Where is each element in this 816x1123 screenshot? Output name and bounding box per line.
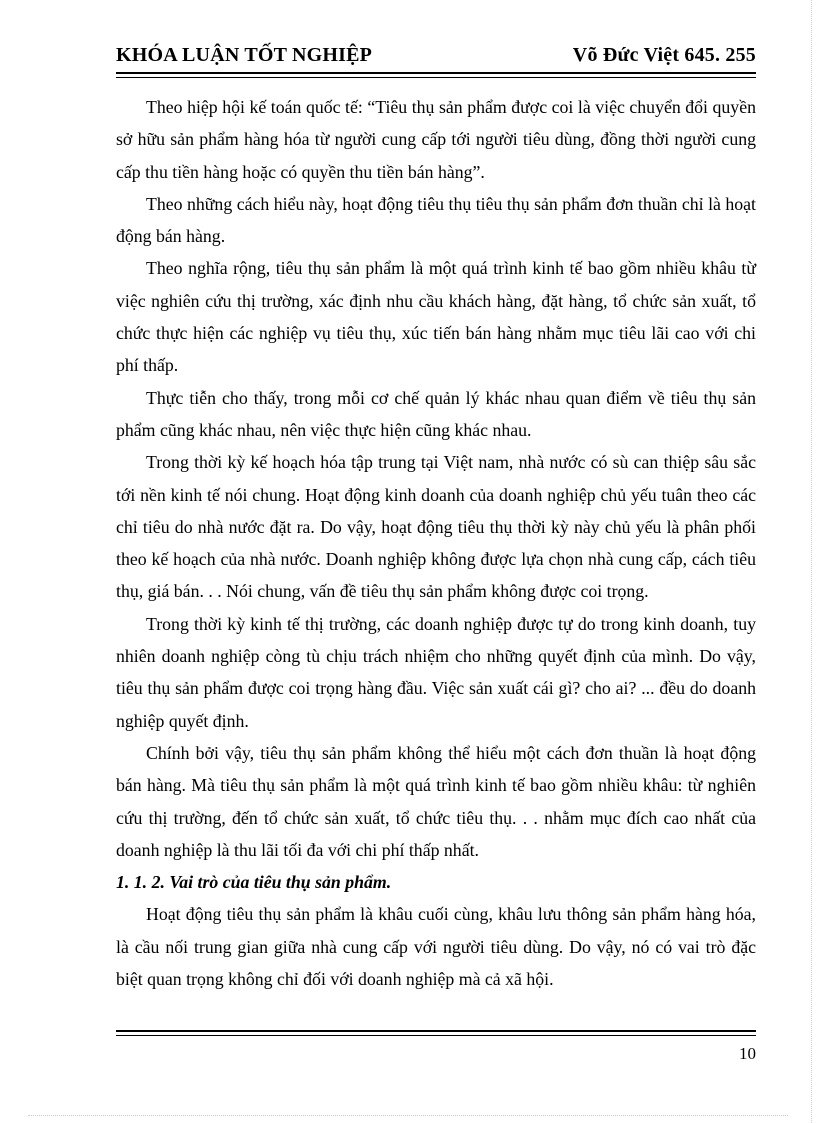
document-body bbox=[116, 91, 756, 995]
paragraph: Chính bởi vậy, tiêu thụ sản phẩm không thể hiểu một cách đơn thuần là hoạt động bán hàng. Mà tiêu thụ sản phẩm là một quá trình kinh tế bao gồm nhiều khâu: từ nghiên cứu thị trường, đến tổ chức sản xuất, tổ chức tiêu thụ. . . nhằm mục đích cao nhất của doanh nghiệp là thu lãi tối đa với chi phí thấp nhất. bbox=[116, 742, 756, 860]
paragraph: Hoạt động tiêu thụ sản phẩm là khâu cuối cùng, khâu lưu thông sản phẩm hàng hóa, là cầu nối trung gian giữa nhà cung cấp với người tiêu dùng. Do vậy, nó có vai trò đặc biệt quan trọng không chỉ đối với doanh nghiệp mà cả xã hội. bbox=[116, 904, 756, 990]
paragraph: Thực tiễn cho thấy, trong mỗi cơ chế quản lý khác nhau quan điểm về tiêu thụ sản phẩm cũng khác nhau, nên việc thực hiện cũng khác nhau. bbox=[116, 387, 756, 440]
section-heading: 1. 1. 2. Vai trò của tiêu thụ sản phẩm. bbox=[116, 872, 392, 893]
paragraph: Trong thời kỳ kinh tế thị trường, các doanh nghiệp được tự do trong kinh doanh, tuy nhiên doanh nghiệp còng tù chịu trách nhiệm cho những quyết định của mình. Do vậy, tiêu thụ sản phẩm được coi trọng hàng đầu. Việc sản xuất cái gì? cho ai? ... đều do doanh nghiệp quyết định. bbox=[116, 613, 756, 731]
running-header bbox=[116, 40, 756, 70]
page-edge-dotted-bottom bbox=[28, 1115, 788, 1116]
header-author: Võ Đức Việt 645. 255 bbox=[572, 44, 756, 66]
header-title: KHÓA LUẬN TỐT NGHIỆP bbox=[116, 44, 373, 66]
page-edge-dotted-right bbox=[811, 0, 812, 1123]
paragraph: Theo nghĩa rộng, tiêu thụ sản phẩm là một quá trình kinh tế bao gồm nhiều khâu từ việc nghiên cứu thị trường, xác định nhu cầu khách hàng, đặt hàng, tổ chức sản xuất, tổ chức thực hiện các nghiệp vụ tiêu thụ, xúc tiến bán hàng nhằm mục tiêu lãi cao với chi phí thấp. bbox=[116, 258, 756, 376]
paragraph: Trong thời kỳ kế hoạch hóa tập trung tại Việt nam, nhà nước có sù can thiệp sâu sắc tới nền kinh tế nói chung. Hoạt động kinh doanh của doanh nghiệp chủ yếu tuân theo các chỉ tiêu do nhà nước đặt ra. Do vậy, hoạt động tiêu thụ thời kỳ này chủ yếu là phân phối theo kế hoạch của nhà nước. Doanh nghiệp không được lựa chọn nhà cung cấp, cách tiêu thụ, giá bán. . . Nói chung, vấn đề tiêu thụ sản phẩm không được coi trọng. bbox=[116, 452, 756, 602]
document-page bbox=[116, 40, 756, 995]
page-number: 10 bbox=[739, 1044, 756, 1063]
paragraph: Theo những cách hiểu này, hoạt động tiêu thụ tiêu thụ sản phẩm đơn thuần chỉ là hoạt động bán hàng. bbox=[116, 193, 756, 247]
header-rule bbox=[116, 72, 756, 78]
footer-rule bbox=[116, 1030, 756, 1036]
paragraph: Theo hiệp hội kế toán quốc tế: “Tiêu thụ sản phẩm được coi là việc chuyển đổi quyền sở hữu sản phẩm hàng hóa từ người cung cấp tới người tiêu dùng, đồng thời người cung cấp thu tiền hàng hoặc có quyền thu tiền bán hàng”. bbox=[116, 97, 756, 182]
